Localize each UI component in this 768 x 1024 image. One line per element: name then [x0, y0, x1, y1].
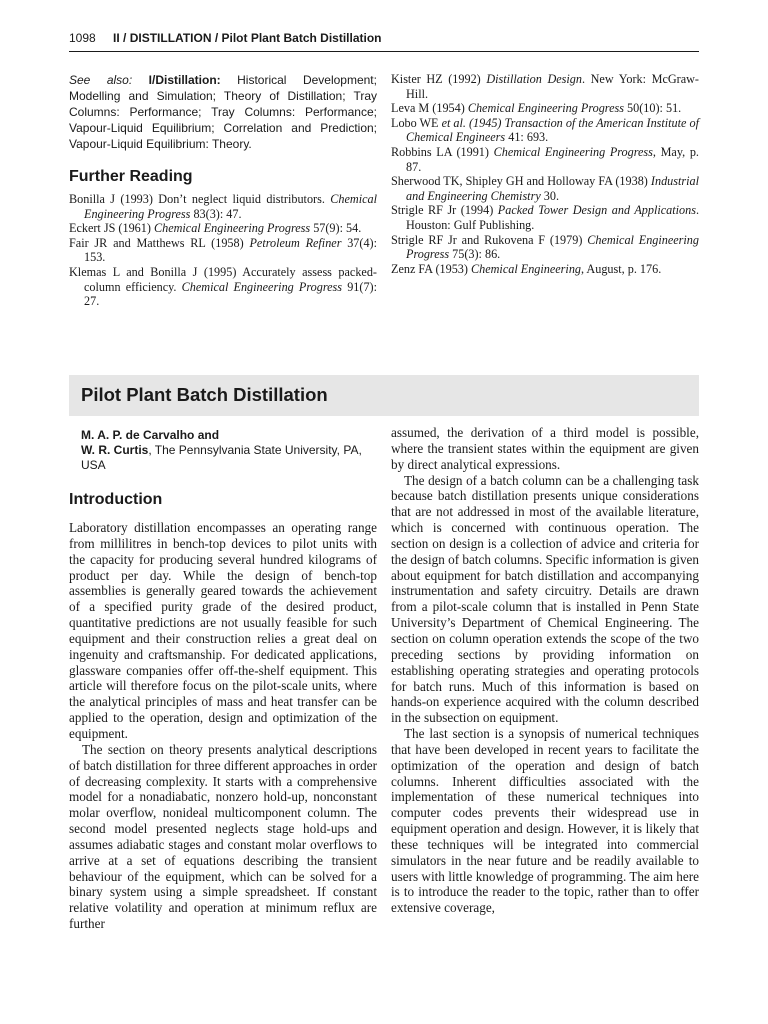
reference-details: 57(9): 54. [310, 221, 362, 236]
see-also-label: See also: [69, 73, 133, 87]
article-title: Pilot Plant Batch Distillation [81, 384, 328, 405]
reference-source: Industrial and Engineering Chemistry [406, 174, 699, 203]
reference-authors: Bonilla J (1993) Don’t neglect liquid distributors. [69, 192, 331, 206]
body-column-left [69, 520, 377, 932]
reference-source: Chemical Engineering Progress [181, 279, 343, 294]
reference-list-right [391, 72, 699, 276]
reference-item [391, 174, 699, 203]
reference-item [391, 72, 699, 101]
references-column-right [391, 72, 699, 276]
reference-authors: Strigle RF Jr and Rukovena F (1979) [391, 232, 588, 247]
reference-authors: Robbins LA (1991) [391, 144, 494, 159]
reference-authors: Strigle RF Jr (1994) [391, 203, 498, 218]
reference-source: et al. (1945) Transaction of the American Institute of Chemical Engineers [406, 115, 699, 145]
reference-item [391, 203, 699, 232]
author-line-1: M. A. P. de Carvalho and [81, 428, 220, 442]
reference-details: 50(10): 51. [624, 101, 682, 116]
running-section-title: II / DISTILLATION / Pilot Plant Batch Distillation [113, 31, 382, 45]
body-paragraph: The section on theory presents analytical descriptions of batch distillation for three different approaches in order of decreasing complexity. It starts with a comprehensive model for a nonadiabatic, nonzero hold-up, nonconstant molar overflow, nonideal multicomponent column. The second model presented neglects stage hold-ups and assumes adiabatic stages and constant molar overflows to arrive at a set of equations describing the transient behaviour of the equipment, which can be solved for a binary system using a simple spreadsheet. If constant relative volatility and operation at minimum reflux are further [69, 741, 377, 932]
reference-authors: Klemas L and Bonilla J (1995) Accurately assess packed-column efficiency. [69, 264, 377, 294]
reference-item [391, 262, 699, 277]
reference-source: Chemical Engineering [471, 261, 582, 276]
body-paragraph: The last section is a synopsis of numerical techniques that have been developed in recent years to facilitate the optimization of the operation and design of batch columns. Inherent difficulties associated with the implementation of these numerical techniques into computer codes prevents their widespread use in equipment operation and design. However, it is likely that these techniques will be integrated into commercial simulators in the near future and be readily available to users with little knowledge of programming. The aim here is to introduce the reader to the topic, rather than to offer extensive coverage, [391, 726, 699, 916]
reference-source: Distillation Design [486, 72, 582, 86]
reference-details: , May, p. 87. [406, 144, 699, 174]
reference-authors: Sherwood TK, Shipley GH and Holloway FA (1938) [391, 174, 651, 189]
reference-list-left [69, 192, 377, 309]
reference-details: . Houston: Gulf Publishing. [406, 203, 699, 232]
reference-item [69, 236, 377, 265]
reference-authors: Kister HZ (1992) [391, 72, 487, 86]
reference-source: Chemical Engineering Progress [84, 192, 377, 221]
article-title-band [69, 375, 699, 416]
author-name-2: W. R. Curtis [81, 443, 149, 457]
reference-item [69, 221, 377, 236]
author-affiliation: , The Pennsylvania State University, PA, USA [81, 443, 362, 472]
see-also-paragraph [69, 72, 377, 152]
authors-block [81, 428, 371, 473]
reference-authors: Leva M (1954) [391, 101, 468, 116]
author-line-2 [81, 443, 371, 473]
reference-source: Chemical Engineering Progress [493, 144, 653, 159]
reference-details: 91(7): 27. [84, 279, 377, 309]
further-reading-heading: Further Reading [69, 168, 193, 185]
body-paragraph: The design of a batch column can be a challenging task because batch distillation presents unique considerations that are not addressed in most of the available literature, which is concerned with continuous operation. The section on design is a collection of advice and criteria for the design of batch columns. Specific information is given about equipment for batch distillation and accompanying instrumentation and safety circuitry. Details are drawn from a pilot-scale column that is installed in Penn State University’s Department of Chemical Engineering. The section on column operation extends the scope of the two preceding sections by providing information on establishing operating strategies and operating protocols for batch runs. Much of this information is based on hands-on experience acquired with the column described in the subsection on equipment. [391, 472, 700, 726]
running-header [69, 31, 699, 51]
reference-item [69, 265, 377, 309]
reference-details: 41: 693. [505, 130, 549, 145]
reference-source: Chemical Engineering Progress [153, 221, 311, 236]
reference-details: , August, p. 176. [581, 261, 662, 276]
reference-item [391, 145, 699, 174]
see-also-column [69, 72, 377, 309]
reference-details: 83(3): 47. [190, 206, 242, 221]
reference-details: . New York: McGraw-Hill. [406, 72, 699, 101]
reference-authors: Lobo WE [391, 115, 442, 130]
reference-source: Petroleum Refiner [249, 235, 342, 250]
reference-source: Chemical Engineering Progress [406, 232, 699, 262]
body-column-right [391, 425, 699, 916]
reference-source: Packed Tower Design and Applications [497, 203, 696, 218]
body-paragraph: assumed, the derivation of a third model is possible, where the transient states within the equipment are given by direct analytical expressions. [391, 425, 699, 472]
reference-details: 37(4): 153. [84, 235, 378, 265]
introduction-heading: Introduction [69, 491, 163, 508]
reference-authors: Zenz FA (1953) [391, 261, 471, 276]
reference-item [69, 192, 377, 221]
reference-item [391, 116, 699, 145]
see-also-topic: I/Distillation: [148, 73, 221, 87]
reference-item [391, 233, 699, 262]
reference-details: 75(3): 86. [449, 247, 501, 262]
reference-item [391, 101, 699, 116]
page-number: 1098 [69, 31, 96, 45]
body-paragraph: Laboratory distillation encompasses an operating range from millilitres in bench-top devices to pilot units with the capacity for producing several hundred kilograms of product per day. While the design of bench-top assemblies is generally geared towards the achievement of a specified purity grade of the desired product, quantitative predictions are not usually feasible for such equipment and their construction relies a great deal on ingenuity and craftsmanship. For dedicated applications, glassware companies offer off-the-shelf equipment. This article will therefore focus on the pilot-scale units, where the analytical principles of mass and heat transfer can be applied to the operation, design and optimization of the equipment. [69, 520, 377, 741]
see-also-text: Historical Development; Modelling and Simulation; Theory of Distillation; Tray Columns: Performance; Tray Columns: Performance; Vapour-Liquid Equilibrium; Correlation and Prediction; Vapour-Liquid Equilibrium: Theory. [69, 73, 377, 151]
reference-authors: Eckert JS (1961) [69, 221, 154, 236]
reference-authors: Fair JR and Matthews RL (1958) [69, 235, 250, 250]
reference-details: 30. [540, 188, 560, 203]
reference-source: Chemical Engineering Progress [467, 101, 624, 116]
header-divider [69, 51, 699, 52]
